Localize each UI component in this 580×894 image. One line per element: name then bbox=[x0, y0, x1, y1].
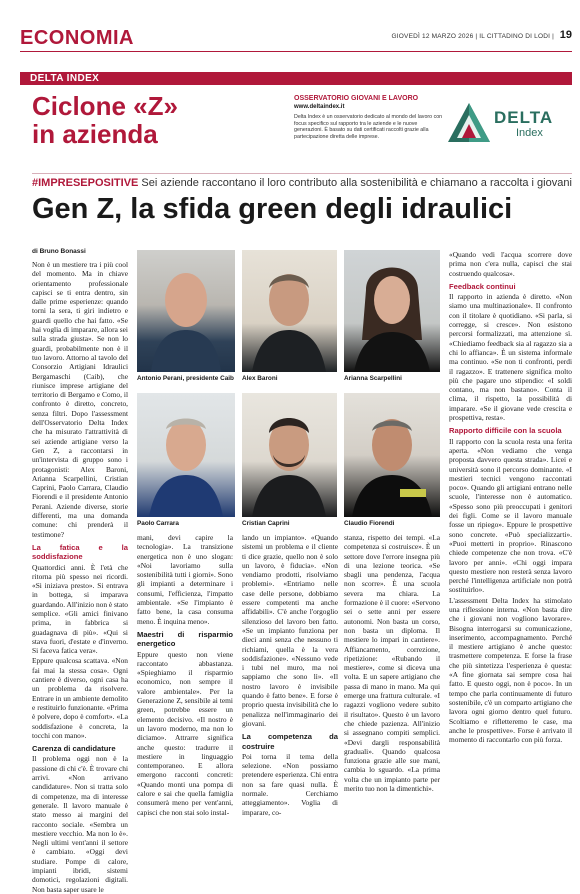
paragraph: Eppure qualcosa scattava. «Non fai mai la stessa cosa». Ogni cantiere è diverso, ogni casa ha un problema da risolvere. Entrare in un ambiente demolito e restituirlo funzionante. «Prima è polvere, dopo è comfort». «La soddisfazione è concreta, la tocchi con mano». bbox=[32, 656, 128, 740]
photo-caption: Claudio Fiorendi bbox=[344, 520, 395, 527]
photo-caption: Paolo Carrara bbox=[137, 520, 179, 527]
delta-triangle-icon bbox=[446, 100, 492, 146]
article-column-5 bbox=[449, 250, 572, 762]
paragraph: Il rapporto in azienda è diretto. «Non siamo una multinazionale». Il confronto con il titolare è quotidiano. «Si parla, si corregge, si cresce». Non esistono percorsi formalizzati, ma attenzione sì. «Chiediamo feedback sia al ragazzo sia a chi lo affianca». È un sistema informale ma continuo. «Se non ti confronti, perdi il ragazzo». E trattenere significa molto più che pagare uno stipendio: «I soldi contano, ma non bastano». Conta il clima, il rispetto, la possibilità di imparare. «Se il giovane vede crescita e prospettiva, resta». bbox=[449, 292, 572, 423]
photo-caption: Arianna Scarpellini bbox=[344, 375, 402, 382]
subheading: Maestri di risparmio energetico bbox=[137, 629, 233, 649]
paragraph: Il problema oggi non è la passione di chi c'è. È trovare chi arrivi. «Non arrivano candidature». Non si tratta solo di competenze, ma di interesse generale. Il lavoro manuale è stato messo ai margini del racconto sociale. «Sembra un mestiere vecchio. Ma non lo è». Negli ultimi vent'anni il settore è cambiato. «Oggi devi studiare. Pompe di calore, impianti ibridi, sistemi domotici, regolazioni digitali. Non basta saper usare le bbox=[32, 754, 128, 894]
article-column-4 bbox=[344, 533, 440, 794]
subheading: La competenza da costruire bbox=[242, 732, 338, 751]
observatory-heading: OSSERVATORIO GIOVANI E LAVORO bbox=[294, 95, 419, 102]
kicker-line bbox=[32, 177, 572, 189]
logo-word-delta: DELTA bbox=[494, 108, 554, 127]
observatory-description: Delta Index è un osservatorio dedicato al mondo del lavoro con focus specifico sul rapporto tra le aziende e le nuove generazioni. È basato su dati certificati raccolti grazie alla partecipazione diretta delle imprese. bbox=[294, 114, 443, 140]
paragraph: stanza, rispetto dei tempi. «La competenza si costruisce». È un settore dove l'errore insegna più di una lezione teorica. «Se sbagli una pendenza, l'acqua non scorre». È una scuola severa ma chiara. La formazione è il cuore: «Servono sei o sette anni per essere autonomi. Non basta un corso, non basta un diploma. Il mestiere lo impari in cantiere». Affiancamento, correzione, ripetizione: «Rubando il mestiere», come si diceva una volta. E un sapere artigiano che passa di mano in mano. Ma qui emerge una frattura culturale. «I ragazzi vogliono vedere subito il risultato». Questo è un lavoro che chiede pazienza. All'inizio si assegnano compiti semplici. «Devi dargli responsabilità graduali». Quando qualcosa funziona grazie alle sue mani, cambia lo sguardo. «La prima volta che un impianto parte per merito tuo non la dimentichi». bbox=[344, 533, 440, 794]
title-divider bbox=[32, 173, 572, 174]
kicker-text: Sei aziende raccontano il loro contributo alla sostenibilità e chiamano a raccolta i giovani bbox=[138, 177, 572, 189]
portrait-photo bbox=[344, 393, 440, 517]
portrait-photo bbox=[137, 250, 235, 372]
observatory-box bbox=[294, 95, 444, 140]
byline: di Bruno Bonassi bbox=[32, 248, 86, 255]
observatory-url[interactable]: www.deltaindex.it bbox=[294, 104, 345, 110]
paragraph: lando un impianto». «Quando sistemi un problema e il cliente ti dice grazie, quello non è solo un lavoro, è fiducia». «Non vendiamo prodotti, risolviamo problemi». «Entriamo nelle case delle persone, dobbiamo essere competenti ma anche affidabili». C'è anche l'orgoglio silenzioso del lavoro ben fatto. «Se un impianto funziona per dieci anni senza che nessuno ti richiami, quella è la vera soddisfazione». «Nessuno vede i tubi nel muro, ma noi sappiamo che sono lì». «Il nostro lavoro è invisibile quando è fatto bene». E forse è proprio questa invisibilità che lo penalizza nell'immaginario dei giovani. bbox=[242, 533, 338, 728]
subheading: Feedback continui bbox=[449, 281, 516, 291]
paragraph: Quattordici anni. È l'età che ritorna più spesso nei ricordi. «Si iniziava presto». Si entrava in bottega, si imparava guardando. All'inizio non è stato semplice. «Gli amici finivano prima, in fabbrica si guadagnava di più». «Qui si stava fuori, d'estate e d'inverno. Si faceva fatica vera». bbox=[32, 562, 128, 656]
portrait-photo bbox=[344, 250, 440, 372]
photo-caption: Alex Baroni bbox=[242, 375, 278, 382]
article-column-2 bbox=[137, 533, 233, 817]
subheading: Rapporto difficile con la scuola bbox=[449, 426, 562, 436]
portrait-photo bbox=[242, 250, 337, 372]
feature-title-line2: in azienda bbox=[32, 119, 158, 149]
headline: Gen Z, la sfida green degli idraulici bbox=[32, 193, 513, 225]
delta-index-band bbox=[20, 72, 572, 85]
feature-title-line1: Ciclone «Z» bbox=[32, 91, 178, 121]
portrait-photo bbox=[242, 393, 337, 517]
subheading: La fatica e la soddisfazione bbox=[32, 542, 128, 562]
band-label: DELTA INDEX bbox=[30, 73, 100, 84]
feature-title bbox=[32, 92, 282, 148]
paragraph: Non è un mestiere tra i più cool del momento. Ma in chiave orientamento professionale capisci se ti entra dentro, sin dalle prime esperienze: quando torni la sera, ti giri indietro e guardi quello che hai fatto. «Se hai voglia di imparare, allora sei sulla strada giusta». Se non lo guardi, probabilmente non è il tuo lavoro. Attorno al tavolo del Consorzio Artigiani Idraulici Bergamaschi (Caib), che riunisce imprese artigiane del territorio di Bergamo e Como, il confronto è diretto, concreto, senza filtri. Dopo l'assessment dell'Osservatorio Delta Index che ha misurato l'attrattività di sei aziende artigiane verso la Gen Z, a raccontarsi in un'intervista di gruppo sono i protagonisti: Alex Baroni, Arianna Scarpellini, Cristian Caprini, Paolo Carrara, Claudio Fiorendi e il presidente Antonio Perani. Aziende diverse, storie differenti, ma una domanda comune: chi prenderà il testimone? bbox=[32, 260, 128, 539]
page-header bbox=[20, 27, 572, 51]
kicker-hashtag: #IMPRESEPOSITIVE bbox=[32, 177, 139, 189]
paragraph: «Quando vedi l'acqua scorrere dove prima non c'era nulla, capisci che stai costruendo qualcosa». bbox=[449, 250, 572, 278]
section-title: ECONOMIA bbox=[20, 27, 134, 49]
article-column-3 bbox=[242, 533, 338, 817]
subheading: Carenza di candidature bbox=[32, 744, 116, 754]
paragraph: L'assessment Delta Index ha stimolato una riflessione interna. «Non basta dire che i giovani non vogliono lavorare». Bisogna interrogarsi su comunicazione, inserimento, accompagnamento. Perché il mestiere artigiano è anche questo: trasmettere competenza. E forse la frase che più sintetizza l'esperienza è questa: «A fine giornata sai sempre cosa hai fatto. E questo oggi, non è poco». In un tempo che parla continuamente di futuro sostenibile, c'è un comparto artigiano che lavora ogni giorno dentro quel futuro. Scoltiamo e rifletteremo le case, ma anche le prospettive». Forse è arrivato il momento di raccontarlo con più forza. bbox=[449, 595, 572, 745]
portrait-photo bbox=[137, 393, 235, 517]
photo-caption: Antonio Perani, presidente Caib bbox=[137, 375, 234, 382]
paragraph: mani, devi capire la tecnologia». La transizione energetica non è uno slogan: «Noi lavoriamo sulla sostenibilità tutti i giorni». Sono gli impianti a determinare i consumi, l'efficienza, l'impatto ambientale. «Se l'impianto è fatto bene, la casa consuma meno. È inquina meno». bbox=[137, 533, 233, 626]
paragraph: Poi torna il tema della selezione. «Non possiamo pretendere esperienza. Chi entra non sa fare quasi nulla. È normale. Cerchiamo atteggiamento». Voglia di imparare, co- bbox=[242, 751, 338, 817]
date-source-line: GIOVEDÌ 12 MARZO 2026 | IL CITTADINO DI LODI | bbox=[391, 33, 554, 40]
logo-word-index: Index bbox=[516, 127, 543, 139]
delta-index-logo bbox=[446, 100, 566, 148]
paragraph: Il rapporto con la scuola resta una ferita aperta. «Non vediamo che venga proposta davvero questa strada». Licei e università sono il percorso dominante. «I mestieri tecnici vengono raccontati poco». Quando gli artigiani entrano nelle scuole, l'interesse non è automatico. «Spesso sono più preoccupati i genitori dei figli. Come se il lavoro manuale fosse un ripiego». Eppure le prospettive sono concrete. «Può specializzarti». «Puoi metterti in proprio». Rinascono chiede competenze che non trova. «C'è lavoro per anni». «Chi oggi impara questo mestiere non resterà senza lavoro perché l'intelligenza artificiale non potrà sostituirlo». bbox=[449, 436, 572, 595]
article-column-1 bbox=[32, 260, 128, 894]
page-number: 19 bbox=[559, 29, 572, 41]
paragraph: Eppure questo non viene raccontato abbastanza. «Spieghiamo il risparmio economico, non sempre il valore ambientale». Per la Generazione Z, sensibile ai temi green, potrebbe essere un elemento decisivo. «Il nostro è un lavoro moderno, ma non lo diciamo». Attrarre significa anche questo: tradurre il mestiere in linguaggio contemporaneo. E allora emergono racconti concreti: «Quando monti una pompa di calore e sai che quella famiglia consumerà meno per vent'anni, capisci che non stai solo instal- bbox=[137, 649, 233, 817]
photo-caption: Cristian Caprini bbox=[242, 520, 290, 527]
header-divider bbox=[20, 51, 572, 52]
